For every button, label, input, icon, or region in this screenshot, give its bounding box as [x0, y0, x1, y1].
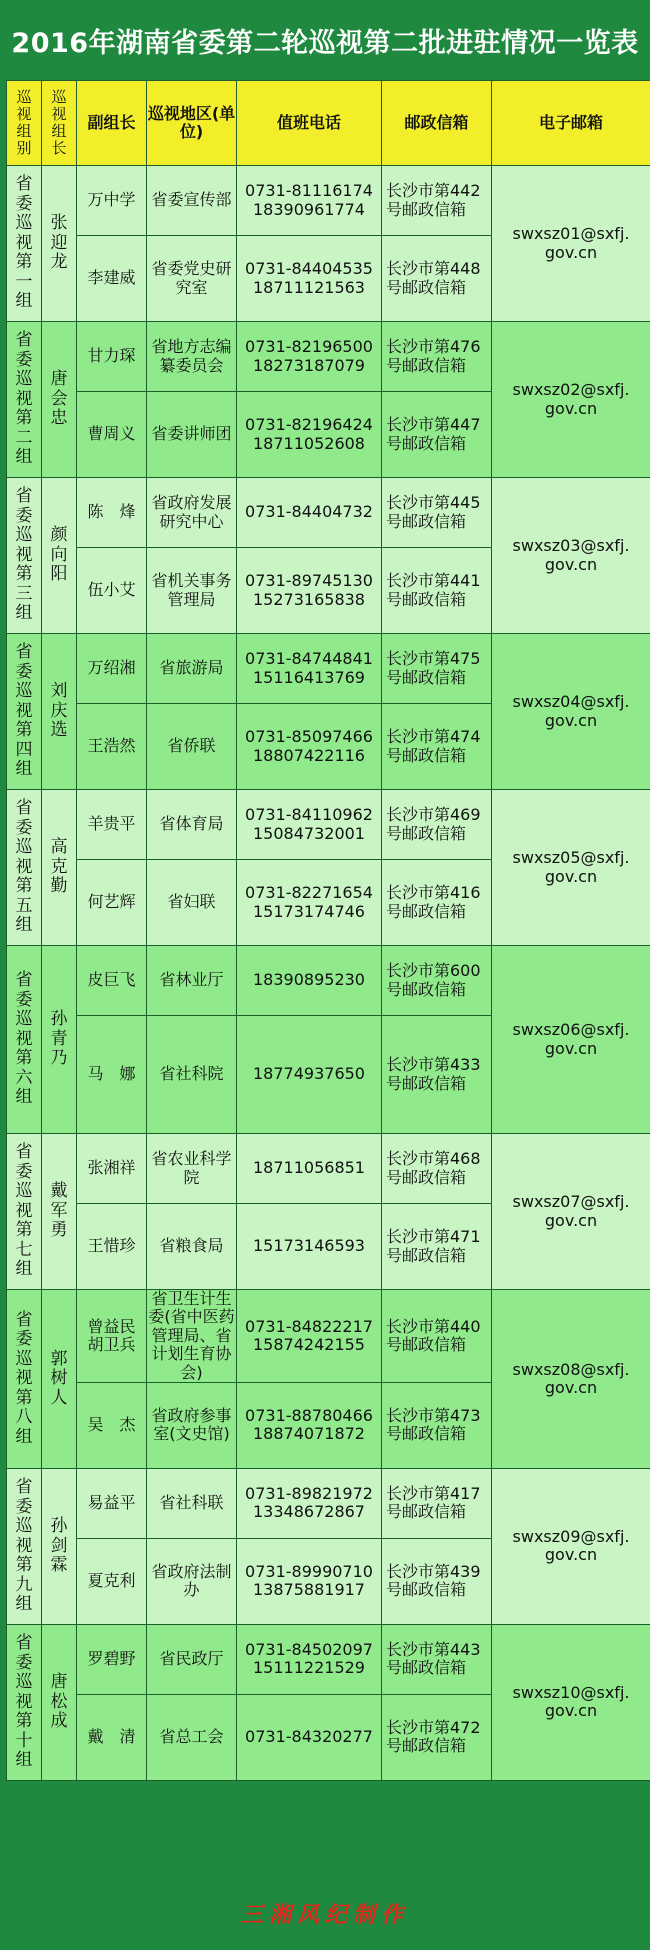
- unit-cell: 省卫生计生委(省中医药管理局、省计划生育协会): [148, 1289, 235, 1382]
- footer-credit: 三湘风纪制作: [240, 1901, 409, 1928]
- email-cell: swxsz06@sxfj. gov.cn: [492, 946, 650, 1134]
- pobox-cell: 长沙市第475号邮政信箱: [382, 634, 492, 704]
- group-name-cell: 省 委 巡 视 第 九 组: [7, 1468, 42, 1624]
- table-row: [7, 1290, 650, 1383]
- group-leader-cell: 张 迎 龙: [42, 166, 77, 322]
- unit-cell: 省粮食局: [147, 1204, 237, 1290]
- phone-cell: 0731-84822217 15874242155: [237, 1290, 382, 1383]
- deputy-name-cell: 马 娜: [77, 1016, 147, 1134]
- deputy-name-cell: 皮巨飞: [77, 946, 147, 1016]
- phone-cell: 0731-82196500 18273187079: [237, 322, 382, 392]
- table-row: [7, 166, 650, 236]
- unit-cell: 省机关事务管理局: [147, 548, 237, 634]
- deputy-name-cell: 羊贵平: [77, 790, 147, 860]
- deputy-name-cell: 李建威: [77, 236, 147, 322]
- pobox-cell: 长沙市第468号邮政信箱: [382, 1134, 492, 1204]
- pobox-cell: 长沙市第445号邮政信箱: [382, 478, 492, 548]
- pobox-cell: 长沙市第448号邮政信箱: [382, 236, 492, 322]
- group-leader-cell: 孙 剑 霖: [42, 1468, 77, 1624]
- phone-cell: 0731-84744841 15116413769: [237, 634, 382, 704]
- header-pobox: 邮政信箱: [382, 81, 492, 166]
- header-deputy: 副组长: [77, 81, 147, 166]
- inspection-table-wrap: [6, 80, 650, 1781]
- pobox-cell: 长沙市第440号邮政信箱: [382, 1290, 492, 1383]
- deputy-name-cell: 夏克利: [77, 1538, 147, 1624]
- phone-cell: 18711056851: [237, 1134, 382, 1204]
- deputy-name-cell: 戴 清: [77, 1694, 147, 1780]
- pobox-cell: 长沙市第433号邮政信箱: [382, 1016, 492, 1134]
- deputy-name-cell: 陈 烽: [77, 478, 147, 548]
- header-email: 电子邮箱: [492, 81, 650, 166]
- unit-cell: 省地方志编纂委员会: [147, 322, 237, 392]
- pobox-cell: 长沙市第472号邮政信箱: [382, 1694, 492, 1780]
- deputy-name-cell: 甘力琛: [77, 322, 147, 392]
- unit-cell: 省体育局: [147, 790, 237, 860]
- unit-cell: 省委宣传部: [147, 166, 237, 236]
- phone-cell: 0731-89990710 13875881917: [237, 1538, 382, 1624]
- phone-cell: 0731-81116174 18390961774: [237, 166, 382, 236]
- phone-cell: 0731-82271654 15173174746: [237, 860, 382, 946]
- phone-cell: 0731-84110962 15084732001: [237, 790, 382, 860]
- email-cell: swxsz04@sxfj. gov.cn: [492, 634, 650, 790]
- unit-cell: 省政府发展研究中心: [147, 478, 237, 548]
- deputy-name-cell: 易益平: [77, 1468, 147, 1538]
- email-cell: swxsz05@sxfj. gov.cn: [492, 790, 650, 946]
- group-leader-cell: 刘 庆 选: [42, 634, 77, 790]
- pobox-cell: 长沙市第471号邮政信箱: [382, 1204, 492, 1290]
- pobox-cell: 长沙市第447号邮政信箱: [382, 392, 492, 478]
- group-leader-cell: 颜 向 阳: [42, 478, 77, 634]
- deputy-name-cell: 曾益民 胡卫兵: [77, 1290, 147, 1383]
- pobox-cell: 长沙市第443号邮政信箱: [382, 1624, 492, 1694]
- unit-cell: 省总工会: [147, 1694, 237, 1780]
- header-group: 巡 视 组 别: [7, 81, 42, 166]
- deputy-name-cell: 张湘祥: [77, 1134, 147, 1204]
- group-leader-cell: 唐 松 成: [42, 1624, 77, 1780]
- inspection-table: [6, 80, 650, 1781]
- pobox-cell: 长沙市第473号邮政信箱: [382, 1382, 492, 1468]
- unit-cell: 省林业厅: [147, 946, 237, 1016]
- header-leader: 巡 视 组 长: [42, 81, 77, 166]
- table-row: [7, 1134, 650, 1204]
- table-row: [7, 478, 650, 548]
- group-leader-cell: 孙 青 乃: [42, 946, 77, 1134]
- header-unit: 巡视地区(单位): [147, 81, 237, 166]
- group-name-cell: 省 委 巡 视 第 一 组: [7, 166, 42, 322]
- header-phone: 值班电话: [237, 81, 382, 166]
- page-title: 2016年湖南省委第二轮巡视第二批进驻情况一览表: [0, 0, 650, 80]
- email-cell: swxsz02@sxfj. gov.cn: [492, 322, 650, 478]
- unit-cell: 省社科院: [147, 1016, 237, 1134]
- pobox-cell: 长沙市第600号邮政信箱: [382, 946, 492, 1016]
- table-row: [7, 322, 650, 392]
- table-row: [7, 1624, 650, 1694]
- deputy-name-cell: 何艺辉: [77, 860, 147, 946]
- deputy-name-cell: 万中学: [77, 166, 147, 236]
- phone-cell: 0731-84404732: [237, 478, 382, 548]
- phone-cell: 0731-82196424 18711052608: [237, 392, 382, 478]
- phone-cell: 0731-89745130 15273165838: [237, 548, 382, 634]
- deputy-name-cell: 王浩然: [77, 704, 147, 790]
- unit-cell: 省社科联: [147, 1468, 237, 1538]
- phone-cell: 18390895230: [237, 946, 382, 1016]
- pobox-cell: 长沙市第439号邮政信箱: [382, 1538, 492, 1624]
- table-header-row: [7, 81, 650, 166]
- group-name-cell: 省 委 巡 视 第 八 组: [7, 1290, 42, 1469]
- group-name-cell: 省 委 巡 视 第 六 组: [7, 946, 42, 1134]
- deputy-name-cell: 万绍湘: [77, 634, 147, 704]
- pobox-cell: 长沙市第474号邮政信箱: [382, 704, 492, 790]
- group-leader-cell: 高 克 勤: [42, 790, 77, 946]
- phone-cell: 0731-84320277: [237, 1694, 382, 1780]
- deputy-name-cell: 王惜珍: [77, 1204, 147, 1290]
- group-name-cell: 省 委 巡 视 第 十 组: [7, 1624, 42, 1780]
- unit-cell: 省委党史研究室: [147, 236, 237, 322]
- phone-cell: 18774937650: [237, 1016, 382, 1134]
- pobox-cell: 长沙市第441号邮政信箱: [382, 548, 492, 634]
- group-name-cell: 省 委 巡 视 第 四 组: [7, 634, 42, 790]
- group-name-cell: 省 委 巡 视 第 五 组: [7, 790, 42, 946]
- unit-cell: 省民政厅: [147, 1624, 237, 1694]
- unit-cell: 省旅游局: [147, 634, 237, 704]
- group-leader-cell: 郭 树 人: [42, 1290, 77, 1469]
- unit-cell: 省侨联: [147, 704, 237, 790]
- phone-cell: 0731-89821972 13348672867: [237, 1468, 382, 1538]
- deputy-name-cell: 吴 杰: [77, 1382, 147, 1468]
- group-name-cell: 省 委 巡 视 第 二 组: [7, 322, 42, 478]
- email-cell: swxsz01@sxfj. gov.cn: [492, 166, 650, 322]
- email-cell: swxsz03@sxfj. gov.cn: [492, 478, 650, 634]
- group-leader-cell: 戴 军 勇: [42, 1134, 77, 1290]
- email-cell: swxsz08@sxfj. gov.cn: [492, 1290, 650, 1469]
- email-cell: swxsz10@sxfj. gov.cn: [492, 1624, 650, 1780]
- phone-cell: 0731-84404535 18711121563: [237, 236, 382, 322]
- pobox-cell: 长沙市第469号邮政信箱: [382, 790, 492, 860]
- unit-cell: 省委讲师团: [147, 392, 237, 478]
- pobox-cell: 长沙市第442号邮政信箱: [382, 166, 492, 236]
- deputy-name-cell: 罗碧野: [77, 1624, 147, 1694]
- table-body: [7, 166, 650, 1781]
- table-row: [7, 634, 650, 704]
- pobox-cell: 长沙市第417号邮政信箱: [382, 1468, 492, 1538]
- footer: [0, 1876, 650, 1950]
- phone-cell: 0731-85097466 18807422116: [237, 704, 382, 790]
- group-leader-cell: 唐 会 忠: [42, 322, 77, 478]
- table-row: [7, 790, 650, 860]
- pobox-cell: 长沙市第476号邮政信箱: [382, 322, 492, 392]
- unit-cell: 省政府参事室(文史馆): [147, 1382, 237, 1468]
- group-name-cell: 省 委 巡 视 第 七 组: [7, 1134, 42, 1290]
- pobox-cell: 长沙市第416号邮政信箱: [382, 860, 492, 946]
- unit-cell: 省政府法制办: [147, 1538, 237, 1624]
- email-cell: swxsz09@sxfj. gov.cn: [492, 1468, 650, 1624]
- unit-cell: 省妇联: [147, 860, 237, 946]
- email-cell: swxsz07@sxfj. gov.cn: [492, 1134, 650, 1290]
- table-row: [7, 946, 650, 1016]
- phone-cell: 0731-84502097 15111221529: [237, 1624, 382, 1694]
- deputy-name-cell: 曹周义: [77, 392, 147, 478]
- phone-cell: 15173146593: [237, 1204, 382, 1290]
- phone-cell: 0731-88780466 18874071872: [237, 1382, 382, 1468]
- table-row: [7, 1468, 650, 1538]
- group-name-cell: 省 委 巡 视 第 三 组: [7, 478, 42, 634]
- unit-cell: 省农业科学院: [147, 1134, 237, 1204]
- deputy-name-cell: 伍小艾: [77, 548, 147, 634]
